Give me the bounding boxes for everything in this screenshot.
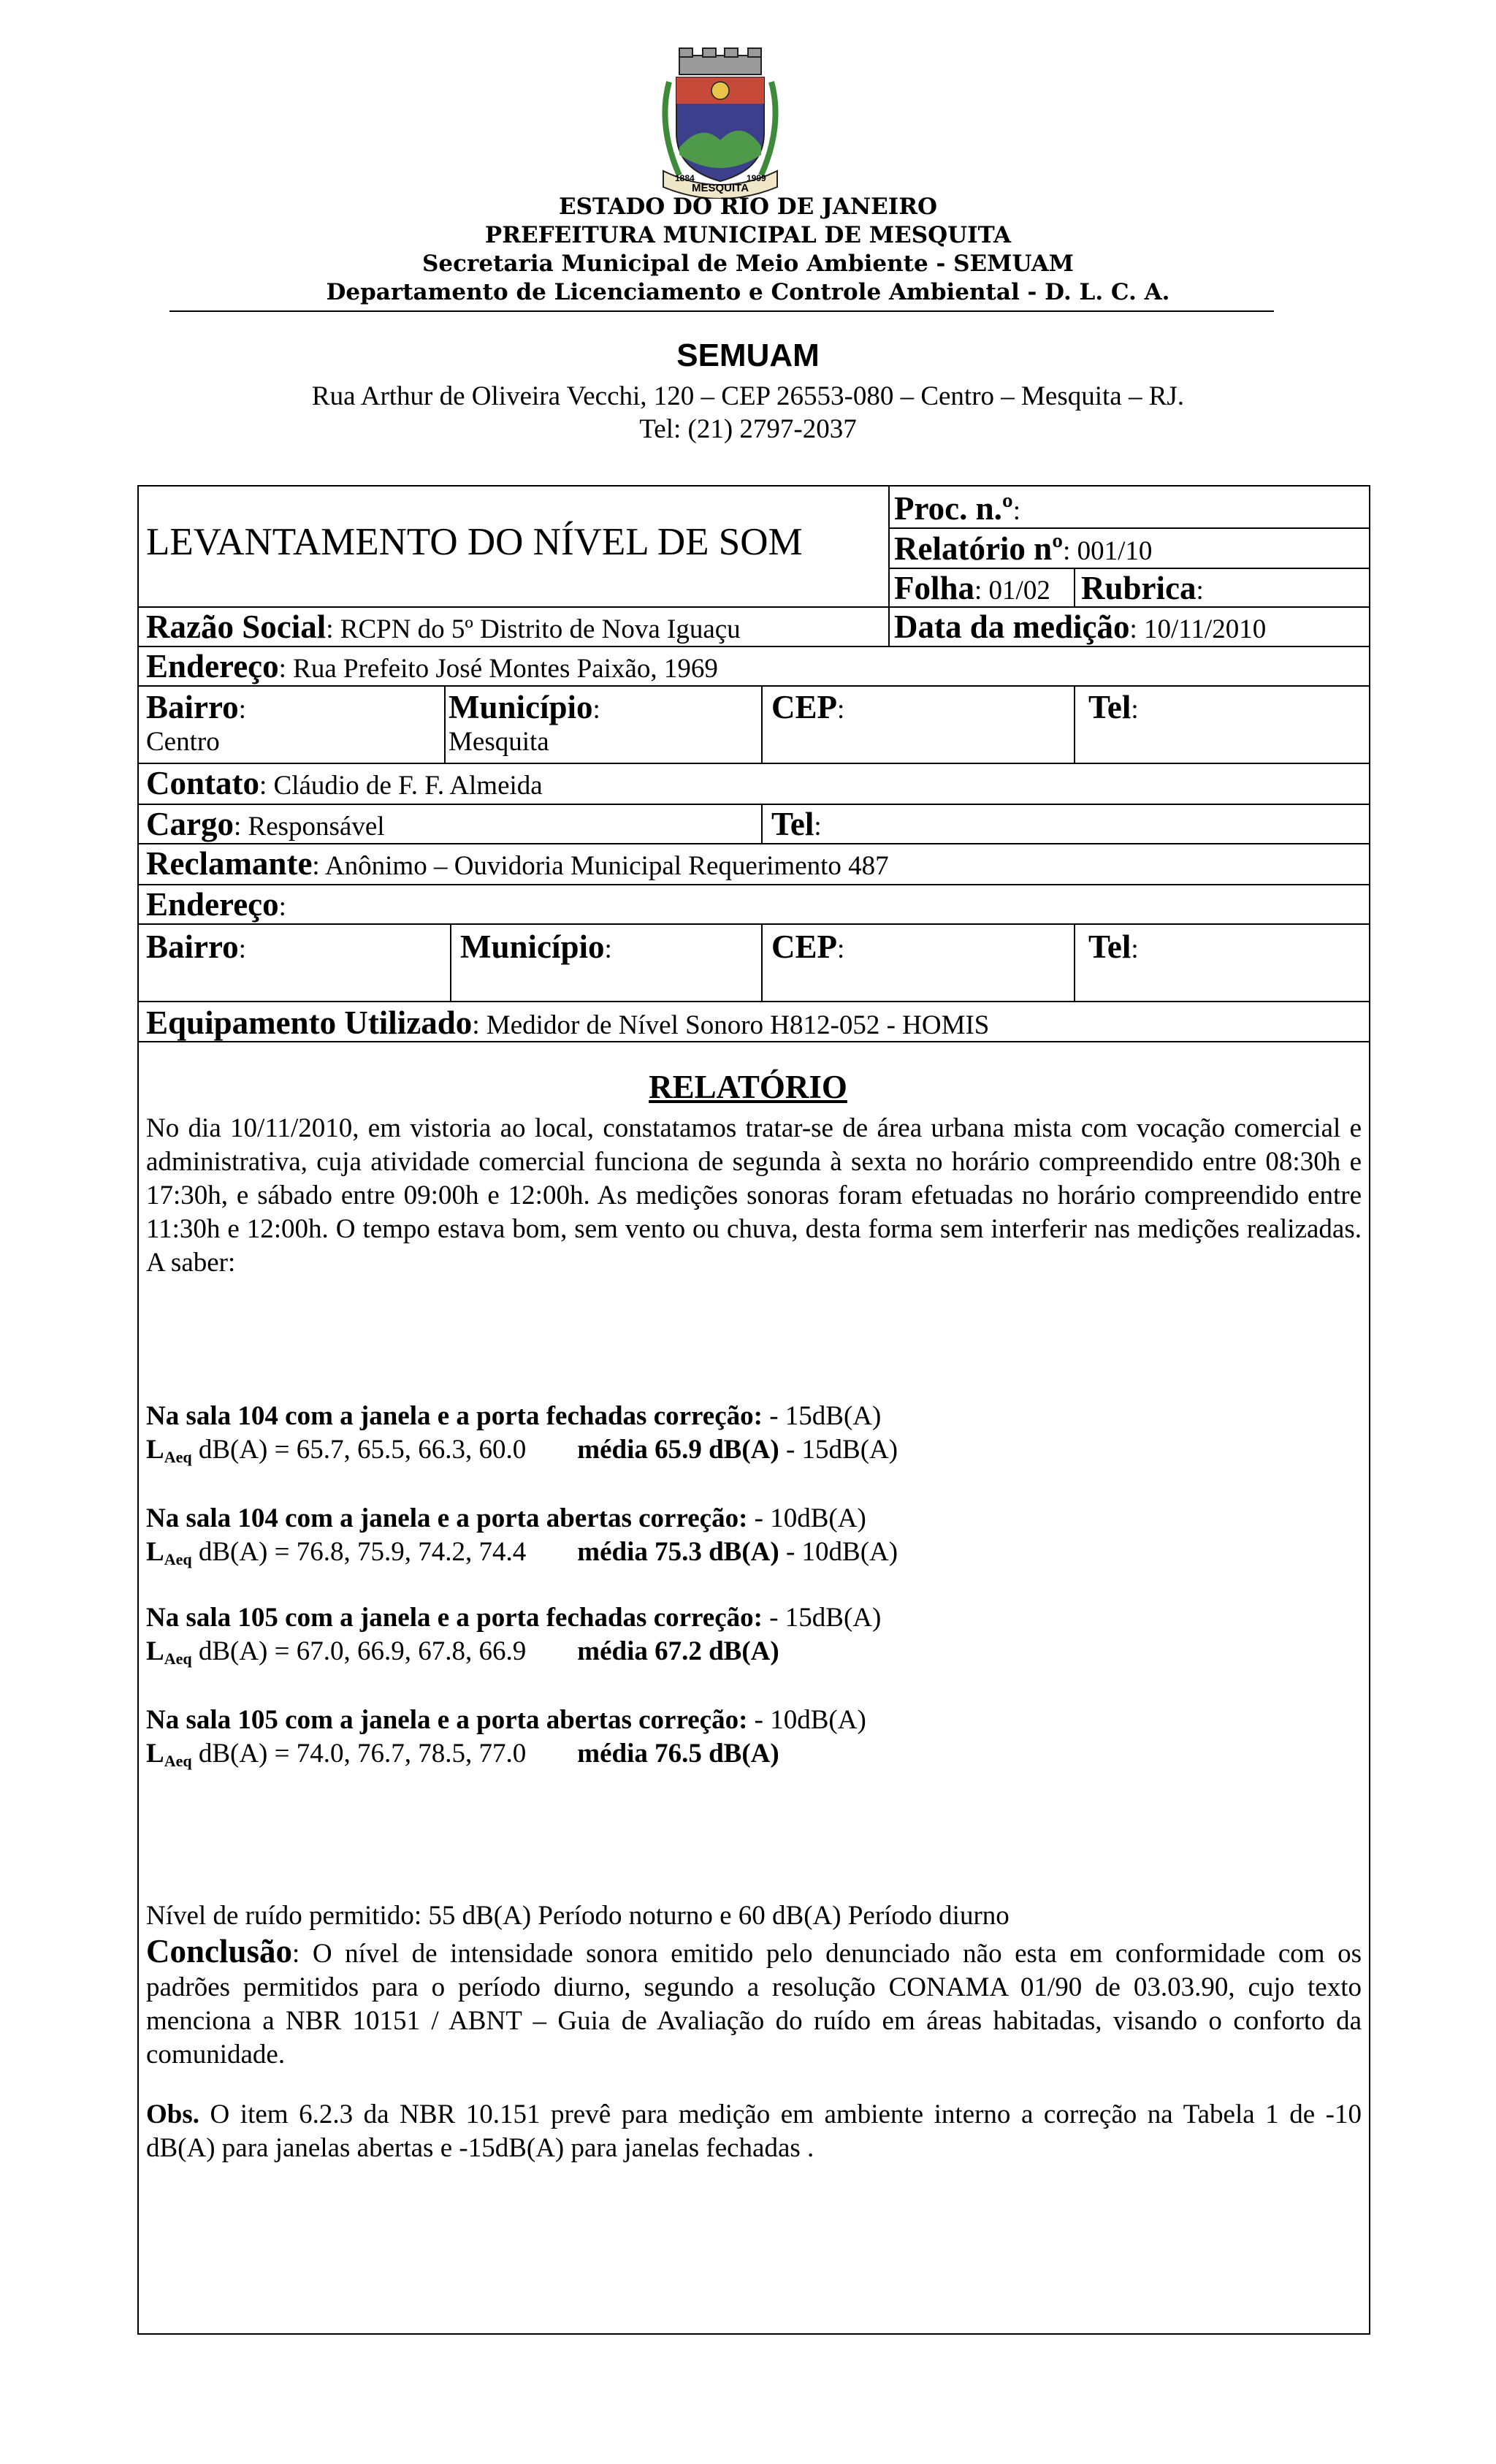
form-title: LEVANTAMENTO DO NÍVEL DE SOM	[146, 521, 803, 563]
proc-field: Proc. n.º:	[894, 490, 1021, 527]
measurement-2-title: Na sala 104 com a janela e a porta abertas correção: - 10dB(A)	[146, 1503, 866, 1533]
cargo-field: Cargo: Responsável	[146, 806, 385, 842]
report-intro: No dia 10/11/2010, em vistoria ao local, constatamos tratar-se de área urbana mista com vocação comercial e administrativa, cuja atividade comercial funciona de segunda à sexta no horário compreendido entre 08:30h e 17:30h, e sábado entre 09:00h e 12:00h. As medições sonoras foram efetuadas no horário compreendido entre 11:30h e 12:00h. O tempo estava bom, sem vento ou chuva, desta forma sem interferir nas medições realizadas. A saber:	[146, 1113, 1362, 1278]
bairro-value: Centro	[146, 727, 220, 757]
cep-field: CEP:	[771, 689, 845, 725]
observation-paragraph: Obs. O item 6.2.3 da NBR 10.151 prevê para medição em ambiente interno a correção na Tabela 1 de -10 dB(A) para janelas abertas e -15dB(A) para janelas fechadas .	[146, 2099, 1362, 2163]
permitted-noise-level: Nível de ruído permitido: 55 dB(A) Período noturno e 60 dB(A) Período diurno	[146, 1901, 1010, 1931]
reclamante-field: Reclamante: Anônimo – Ouvidoria Municipal Requerimento 487	[146, 845, 889, 882]
crest-year-right: 1999	[747, 173, 766, 183]
cargo-tel-field: Tel:	[771, 806, 822, 842]
header-rule	[169, 310, 1274, 312]
contato-field: Contato: Cláudio de F. F. Almeida	[146, 765, 543, 801]
measurement-3-title: Na sala 105 com a janela e a porta fechadas correção: - 15dB(A)	[146, 1603, 882, 1633]
endereco-reclamante-field: Endereço:	[146, 886, 286, 923]
bairro-field: Bairro: Centro	[146, 689, 246, 757]
measurement-2-values: $L_{Aeq}$ dB(A) = 76.8, 75.9, 74.2, 74.4 média 75.3 dB(A) - 10dB(A)	[146, 1537, 898, 1568]
header-prefeitura: PREFEITURA MUNICIPAL DE MESQUITA	[484, 222, 1012, 248]
report-heading: RELATÓRIO	[649, 1069, 847, 1105]
conclusion-paragraph: Conclusão: O nível de intensidade sonora emitido pelo denunciado não esta em conformidade com os padrões permitidos para o período diurno, segundo a resolução CONAMA 01/90 de 03.03.90, cujo texto menciona a NBR 10151 / ABNT – Guia de Avaliação do ruído em áreas habitadas, visando o conforto da comunidade.	[146, 1933, 1362, 2070]
municipio-reclamante-field: Município:	[460, 928, 612, 965]
crest-year-left: 1884	[675, 173, 695, 183]
agency-phone: Tel: (21) 2797-2037	[639, 414, 857, 444]
measurement-1-title: Na sala 104 com a janela e a porta fechadas correção: - 15dB(A)	[146, 1401, 882, 1431]
razao-social-field: Razão Social: RCPN do 5º Distrito de Nova Iguaçu	[146, 609, 741, 645]
data-medicao-field: Data da medição: 10/11/2010	[894, 609, 1267, 645]
measurement-1-values: $L_{Aeq}$ dB(A) = 65.7, 65.5, 66.3, 60.0 média 65.9 dB(A) - 15dB(A)	[146, 1435, 898, 1466]
folha-field: Folha: 01/02	[894, 570, 1050, 606]
mural-crown	[679, 48, 761, 75]
cep-reclamante-field: CEP:	[771, 928, 845, 965]
relatorio-field: Relatório nº: 001/10	[894, 530, 1153, 567]
measurement-3-values: $L_{Aeq}$ dB(A) = 67.0, 66.9, 67.8, 66.9 média 67.2 dB(A)	[146, 1636, 779, 1668]
tel-reclamante-field: Tel:	[1088, 928, 1139, 965]
header-departamento: Departamento de Licenciamento e Controle Ambiental - D. L. C. A.	[326, 279, 1170, 305]
mesquita-coat-of-arms-logo	[643, 45, 798, 199]
measurement-4-title: Na sala 105 com a janela e a porta abertas correção: - 10dB(A)	[146, 1705, 866, 1735]
measurement-4-values: $L_{Aeq}$ dB(A) = 74.0, 76.7, 78.5, 77.0 média 76.5 dB(A)	[146, 1739, 779, 1770]
tel-field: Tel:	[1088, 689, 1139, 725]
agency-name: SEMUAM	[676, 337, 820, 373]
header-secretaria: Secretaria Municipal de Meio Ambiente - SEMUAM	[422, 251, 1074, 277]
rubrica-field: Rubrica:	[1081, 570, 1204, 606]
municipio-field: Município: Mesquita	[449, 689, 600, 757]
equipamento-field: Equipamento Utilizado: Medidor de Nível Sonoro H812-052 - HOMIS	[146, 1004, 990, 1041]
endereco-field: Endereço: Rua Prefeito José Montes Paixão, 1969	[146, 648, 718, 684]
header-state: ESTADO DO RIO DE JANEIRO	[558, 194, 938, 220]
agency-address: Rua Arthur de Oliveira Vecchi, 120 – CEP 26553-080 – Centro – Mesquita – RJ.	[311, 381, 1185, 411]
municipio-value: Mesquita	[449, 727, 549, 757]
bairro-reclamante-field: Bairro:	[146, 928, 246, 965]
crest-banner-text: MESQUITA	[691, 182, 749, 194]
